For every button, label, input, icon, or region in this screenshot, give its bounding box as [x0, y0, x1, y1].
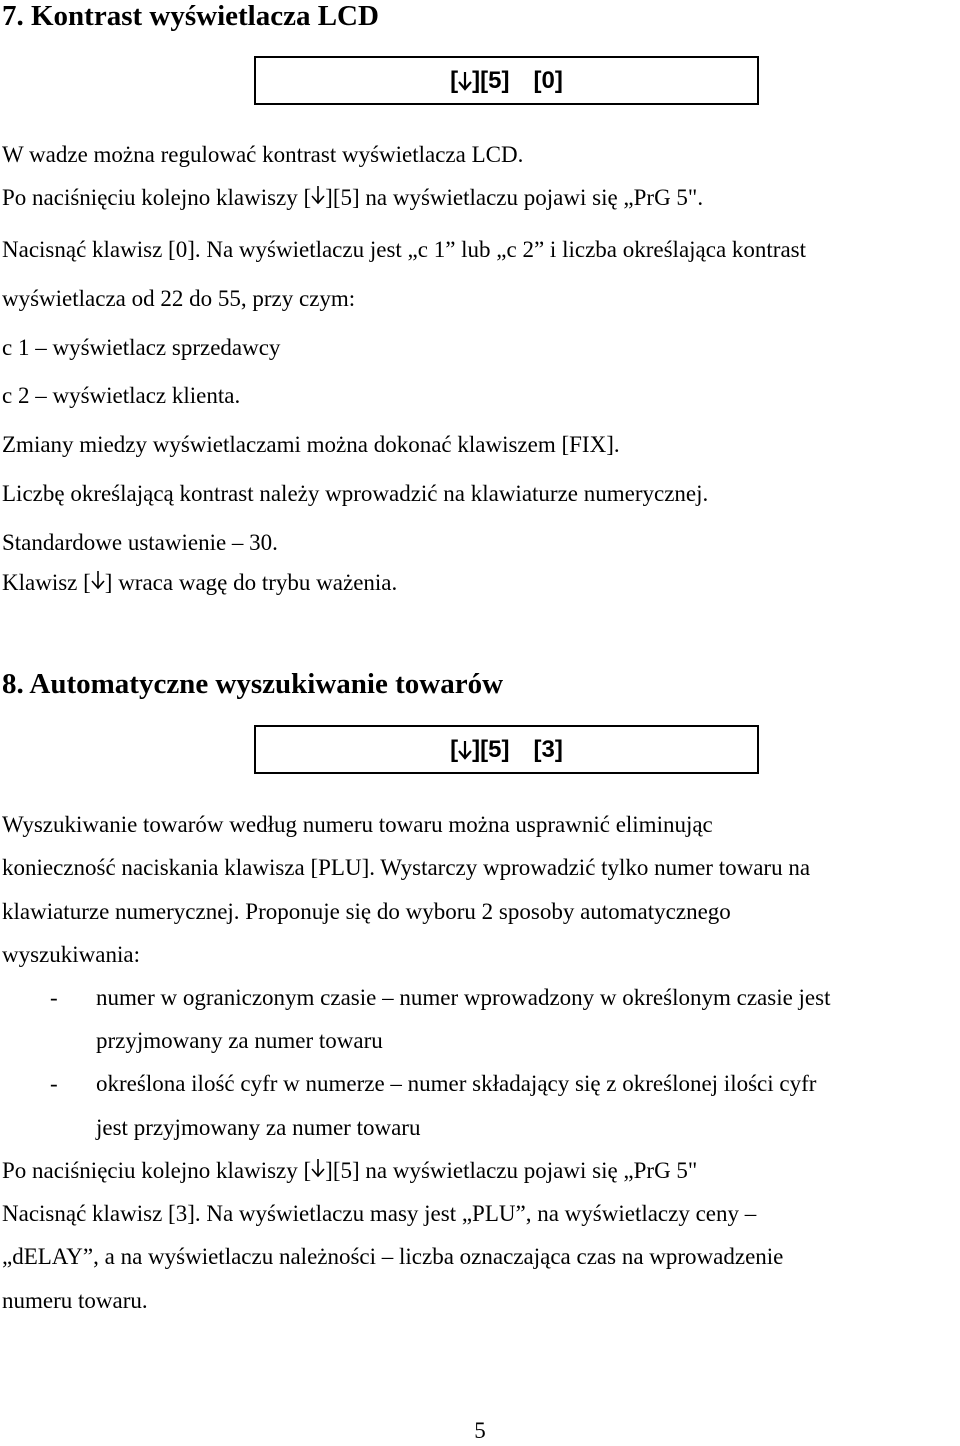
bullet-mark: - [50, 985, 58, 1010]
paragraph-line: W wadze można regulować kontrast wyświetlacza LCD. [2, 142, 524, 167]
paragraph-line: c 2 – wyświetlacz klienta. [2, 383, 241, 408]
paragraph-line: Liczbę określającą kontrast należy wprowadzić na klawiaturze numerycznej. [2, 481, 709, 506]
section-8-key-sequence: [ ][ 5 ] [ 3 ] [254, 725, 759, 774]
page-number: 5 [474, 1418, 486, 1443]
key-label: 0 [541, 66, 555, 94]
section-7-heading: 7. Kontrast wyświetlacza LCD [2, 0, 379, 32]
paragraph-line: Nacisnąć klawisz [3]. Na wyświetlaczu masy jest „PLU”, na wyświetlaczy ceny – [2, 1201, 757, 1226]
down-arrow-icon [91, 570, 105, 590]
key-label: 5 [488, 735, 502, 763]
paragraph-line: numeru towaru. [2, 1288, 148, 1313]
paragraph-line: Wyszukiwanie towarów według numeru towaru można usprawnić eliminując [2, 812, 713, 837]
down-arrow-icon [311, 1158, 325, 1178]
paragraph-line: c 1 – wyświetlacz sprzedawcy [2, 335, 281, 360]
paragraph-line: Po naciśnięciu kolejno klawiszy [ ][5] na wyświetlaczu pojawi się „PrG 5". [2, 185, 704, 210]
paragraph-line: Klawisz [ ] wraca wagę do trybu ważenia. [2, 570, 398, 595]
paragraph-line: wyświetlacza od 22 do 55, przy czym: [2, 286, 356, 311]
section-8-heading: 8. Automatyczne wyszukiwanie towarów [2, 668, 504, 700]
bullet-mark: - [50, 1071, 58, 1096]
paragraph-line: Zmiany miedzy wyświetlaczami można dokonać klawiszem [FIX]. [2, 432, 620, 457]
bullet-line: jest przyjmowany za numer towaru [96, 1115, 421, 1140]
bullet-line: określona ilość cyfr w numerze – numer składający się z określonej ilości cyfr [96, 1071, 817, 1096]
down-arrow-icon [458, 71, 472, 91]
down-arrow-icon [458, 740, 472, 760]
bullet-line: przyjmowany za numer towaru [96, 1028, 383, 1053]
paragraph-line: „dELAY”, a na wyświetlaczu należności – liczba oznaczająca czas na wprowadzenie [2, 1244, 784, 1269]
down-arrow-icon [311, 185, 325, 205]
bullet-line: numer w ograniczonym czasie – numer wprowadzony w określonym czasie jest [96, 985, 831, 1010]
paragraph-line: klawiaturze numerycznej. Proponuje się do wyboru 2 sposoby automatycznego [2, 899, 731, 924]
paragraph-line: konieczność naciskania klawisza [PLU]. Wystarczy wprowadzić tylko numer towaru na [2, 855, 811, 880]
paragraph-line: Standardowe ustawienie – 30. [2, 530, 278, 555]
paragraph-line: wyszukiwania: [2, 942, 140, 967]
paragraph-line: Nacisnąć klawisz [0]. Na wyświetlaczu jest „c 1” lub „c 2” i liczba określająca kontrast [2, 237, 807, 262]
paragraph-line: Po naciśnięciu kolejno klawiszy [ ][5] na wyświetlaczu pojawi się „PrG 5" [2, 1158, 698, 1183]
section-7-key-sequence: [ ][ 5 ] [ 0 ] [254, 56, 759, 105]
key-label: 5 [488, 66, 502, 94]
key-label: 3 [541, 735, 555, 763]
